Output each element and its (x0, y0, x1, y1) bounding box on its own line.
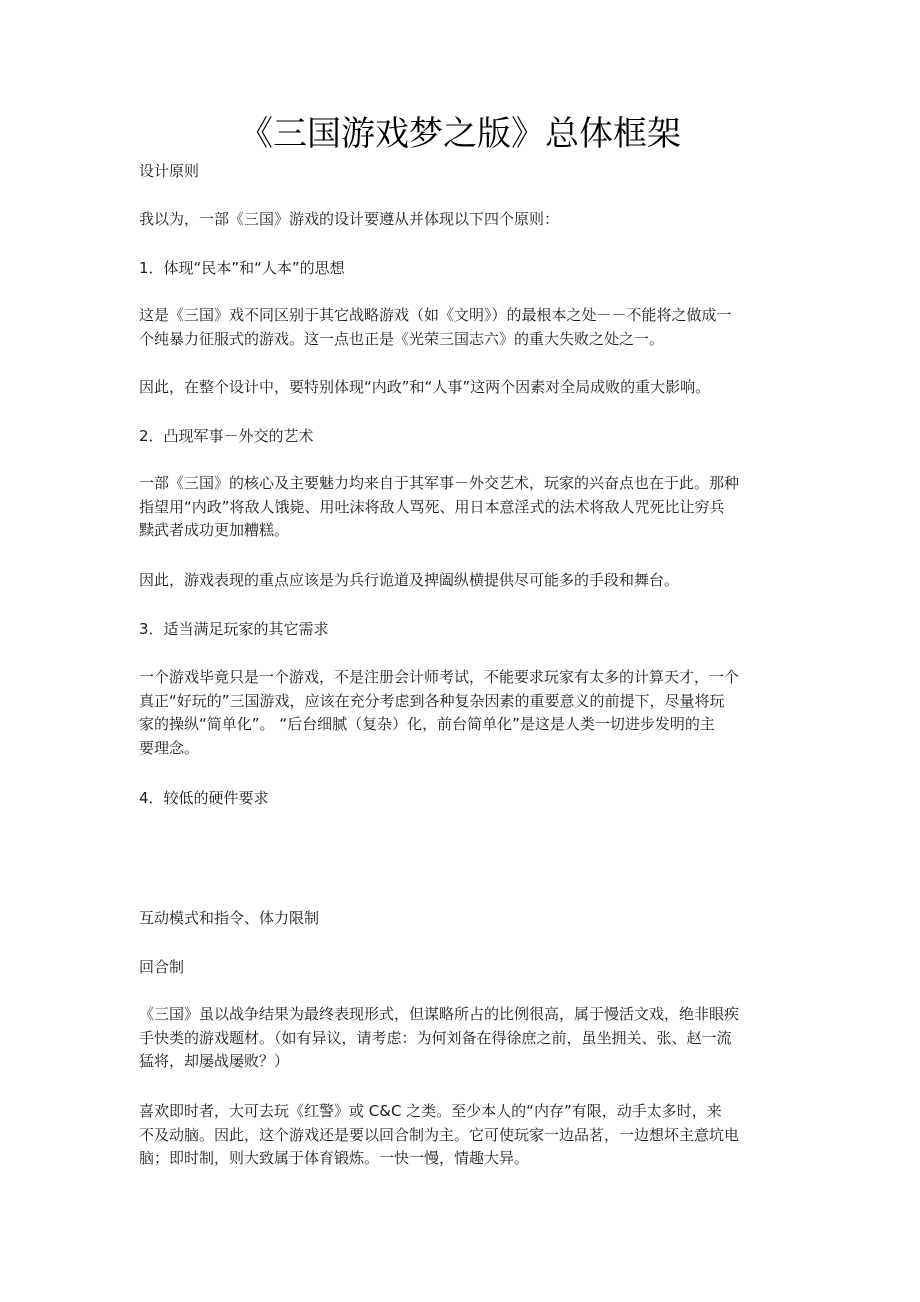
text-line: 3．适当满足玩家的其它需求 (139, 620, 329, 638)
text-line: 因此，在整个设计中，要特别体现“内政”和“人事”这两个因素对全局成败的重大影响。 (139, 378, 711, 396)
text-line: 手快类的游戏题材。（如有异议，请考虑：为何刘备在得徐庶之前，虽坐拥关、张、赵一流 (139, 1028, 732, 1047)
paragraph (139, 787, 787, 811)
text-line: 1．体现“民本”和“人本”的思想 (139, 259, 345, 277)
text-line: 我以为，一部《三国》游戏的设计要遵从并体现以下四个原则： (139, 210, 560, 228)
text-line: 《三国》虽以战争结果为最终表现形式，但谋略所占的比例很高，属于慢活文戏，绝非眼疾 (139, 1005, 740, 1023)
text-line: 不及动脑。因此，这个游戏还是要以回合制为主。它可使玩家一边品茗，一边想坏主意坑电 (139, 1125, 740, 1144)
text-line: 要理念。 (139, 738, 200, 757)
paragraph (139, 160, 787, 184)
paragraph (139, 569, 787, 593)
paragraph (139, 1100, 787, 1171)
text-line: 因此，游戏表现的重点应该是为兵行诡道及捭阖纵横提供尽可能多的手段和舞台。 (139, 571, 680, 589)
paragraph (139, 1003, 787, 1074)
text-line: 喜欢即时者，大可去玩《红警》或 C&C 之类。至少本人的“内存”有限，动手太多时，来 (139, 1102, 722, 1120)
paragraph (139, 907, 787, 931)
paragraph (139, 666, 787, 760)
text-line: 黩武者成功更加糟糕。 (139, 521, 290, 539)
text-line: 家的操纵“简单化”。 “后台细腻（复杂）化，前台简单化”是这是人类一切进步发明的主 (139, 715, 715, 733)
paragraph (139, 304, 787, 351)
text-line: 回合制 (139, 958, 185, 976)
text-line: 个纯暴力征服式的游戏。这一点也正是《光荣三国志六》的重大失败之处之一。 (139, 329, 665, 348)
text-line: 指望用“内政”将敌人饿毙、用吐沫将敌人骂死、用日本意淫式的法术将敌人咒死比让穷兵 (139, 497, 725, 516)
text-line: 4．较低的硬件要求 (139, 789, 269, 807)
paragraph (139, 208, 787, 232)
text-line: 真正“好玩的”三国游戏，应该在充分考虑到各种复杂因素的重要意义的前提下，尽量将玩 (139, 691, 725, 710)
text-line: 一个游戏毕竟只是一个游戏，不是注册会计师考试，不能要求玩家有太多的计算天才，一个 (139, 668, 740, 686)
text-line: 2．凸现军事－外交的艺术 (139, 427, 314, 445)
text-line: 设计原则 (139, 162, 200, 180)
paragraph (139, 425, 787, 449)
text-line: 这是《三国》戏不同区别于其它战略游戏（如《文明》）的最根本之处－－不能将之做成一 (139, 306, 732, 324)
text-line: 互动模式和指令、体力限制 (139, 909, 320, 927)
text-line: 猛将，却屡战屡败？） (139, 1052, 290, 1070)
text-line: 脑；即时制，则大致属于体育锻炼。一快一慢，情趣大异。 (139, 1149, 530, 1167)
paragraph (139, 472, 787, 543)
document-title: 《三国游戏梦之版》总体框架 (239, 114, 681, 154)
paragraph (139, 618, 787, 642)
paragraph (139, 257, 787, 281)
paragraph (139, 376, 787, 400)
paragraph (139, 956, 787, 980)
text-line: 一部《三国》的核心及主要魅力均来自于其军事－外交艺术，玩家的兴奋点也在于此。那种 (139, 474, 740, 492)
